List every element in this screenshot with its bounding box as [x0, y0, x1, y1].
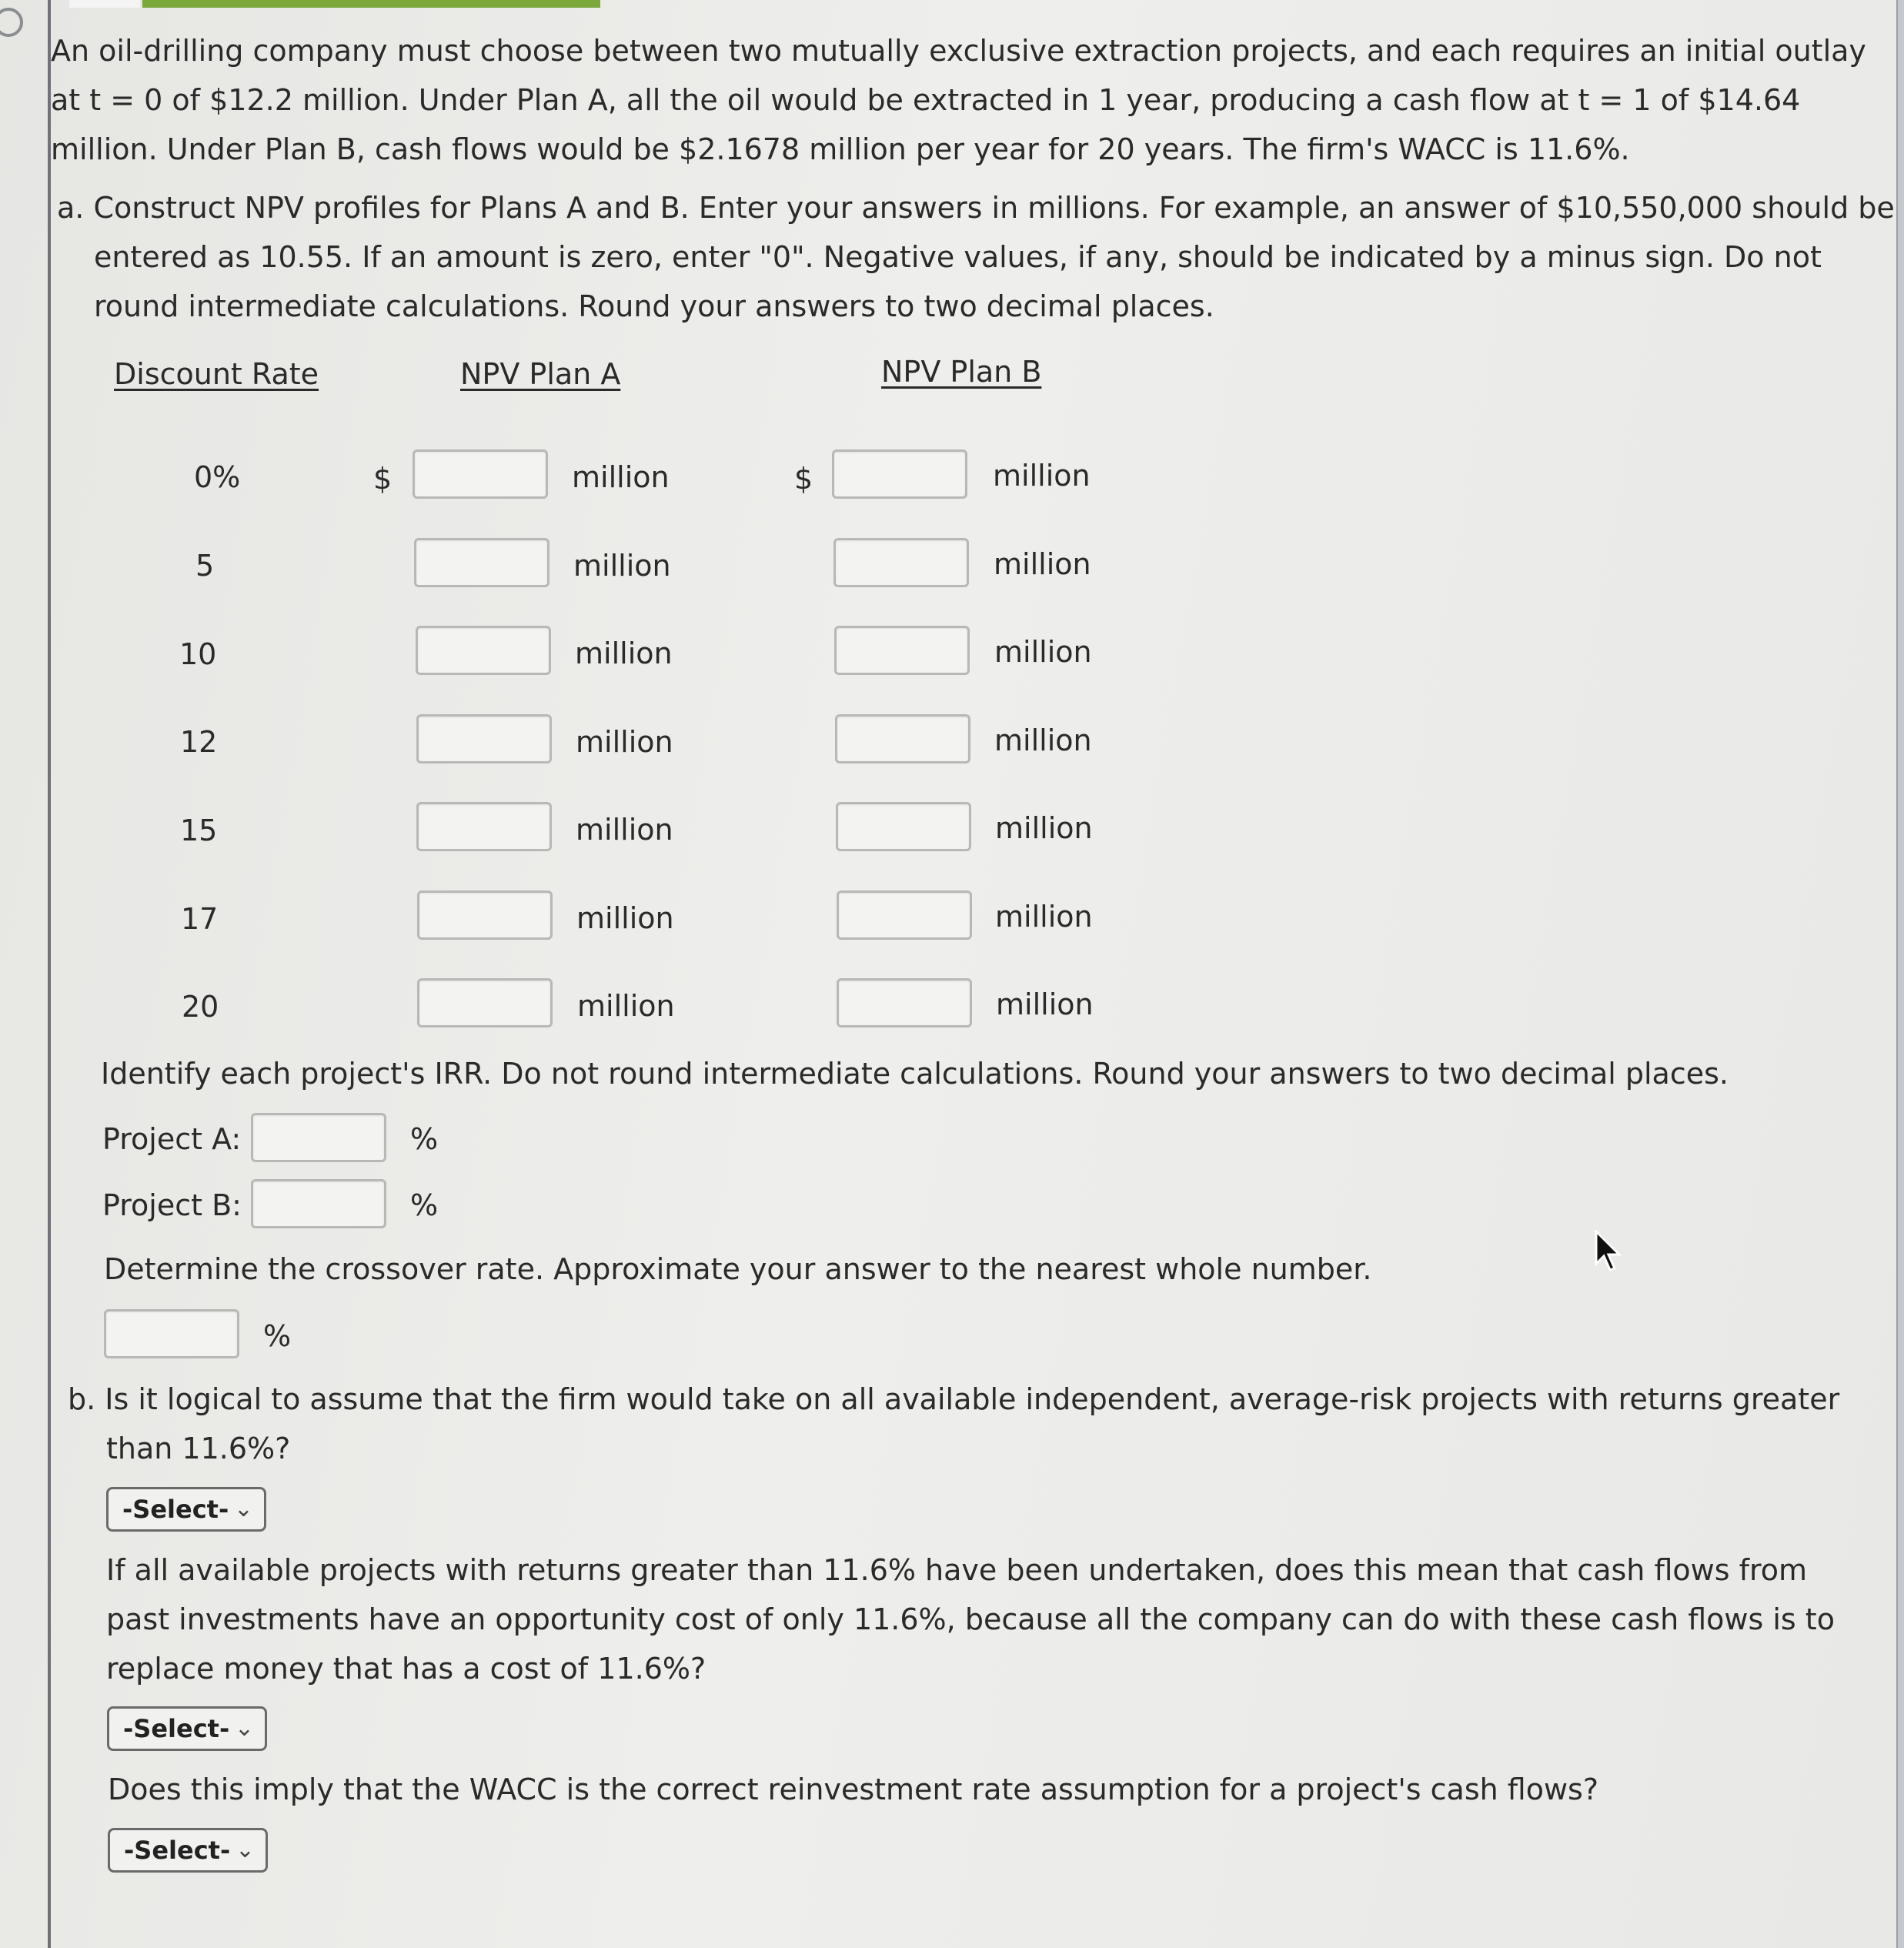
- select-dropdown-1[interactable]: [106, 1487, 266, 1532]
- npv-a-input-17[interactable]: [417, 890, 553, 940]
- chevron-down-icon: ⌄: [234, 1715, 254, 1742]
- rate-label: 10: [179, 637, 217, 671]
- rate-label: 20: [182, 990, 219, 1024]
- npv-a-input-0[interactable]: [413, 449, 548, 499]
- header-npv-plan-a: NPV Plan A: [460, 357, 621, 391]
- percent-label: %: [410, 1122, 439, 1156]
- rate-label: 15: [180, 814, 218, 847]
- top-tab-bar: [69, 0, 140, 8]
- unit-label: million: [995, 811, 1093, 845]
- part-b-question-1: b. Is it logical to assume that the firm would take on all available independent, average-risk projects with returns greater than 11.6%?: [68, 1382, 1840, 1465]
- npv-b-input-17[interactable]: [837, 890, 972, 940]
- percent-label: %: [263, 1319, 292, 1353]
- npv-b-input-0[interactable]: [832, 449, 967, 499]
- progress-bar: [142, 0, 600, 8]
- irr-prompt: Identify each project's IRR. Do not round intermediate calculations. Round your answers to two decimal places.: [101, 1057, 1729, 1091]
- npv-b-input-20[interactable]: [837, 978, 972, 1027]
- select-label: -Select-: [122, 1495, 229, 1524]
- left-border: [48, 0, 51, 1948]
- crossover-input[interactable]: [104, 1309, 239, 1358]
- npv-a-input-5[interactable]: [414, 538, 549, 587]
- unit-label: million: [994, 635, 1092, 669]
- currency-symbol: $: [373, 462, 392, 496]
- unit-label: million: [577, 989, 675, 1023]
- rate-label: 12: [180, 725, 218, 759]
- unit-label: million: [995, 900, 1093, 934]
- irr-project-b-input[interactable]: [251, 1179, 386, 1228]
- currency-symbol: $: [794, 462, 813, 496]
- select-label: -Select-: [124, 1836, 231, 1865]
- percent-label: %: [410, 1188, 439, 1222]
- rate-label: 0%: [194, 460, 241, 494]
- irr-project-a-input[interactable]: [251, 1113, 386, 1162]
- chevron-down-icon: ⌄: [233, 1495, 253, 1522]
- unit-label: million: [576, 901, 674, 935]
- mouse-cursor-icon: [1595, 1230, 1625, 1273]
- crossover-prompt: Determine the crossover rate. Approximate your answer to the nearest whole number.: [104, 1252, 1372, 1286]
- project-b-label: Project B:: [102, 1188, 242, 1222]
- question-intro: An oil-drilling company must choose between two mutually exclusive extraction projects, and each requires an initial outlay at t = 0 of $12.2 million. Under Plan A, all the oil would be extracted in 1 year, producing a cash flow at t = 1 of $14.64 million. Under Plan B, cash flows would be $2.1678 million per year for 20 years. The firm's WACC is 11.6%.: [51, 34, 1866, 166]
- header-discount-rate: Discount Rate: [114, 357, 319, 391]
- npv-b-input-15[interactable]: [836, 802, 971, 851]
- select-label: -Select-: [123, 1714, 230, 1743]
- chevron-down-icon: ⌄: [235, 1836, 255, 1863]
- rate-label: 17: [181, 902, 219, 936]
- unit-label: million: [993, 459, 1091, 493]
- unit-label: million: [576, 725, 673, 759]
- npv-b-input-5[interactable]: [833, 538, 969, 587]
- npv-a-input-20[interactable]: [417, 978, 553, 1027]
- circle-icon: [0, 8, 23, 37]
- unit-label: million: [572, 460, 670, 494]
- select-dropdown-2[interactable]: [107, 1706, 267, 1751]
- unit-label: million: [573, 549, 671, 583]
- npv-a-input-12[interactable]: [416, 714, 552, 763]
- npv-a-input-15[interactable]: [416, 802, 552, 851]
- npv-b-input-12[interactable]: [835, 714, 970, 763]
- unit-label: million: [576, 813, 673, 847]
- unit-label: million: [994, 547, 1091, 581]
- unit-label: million: [996, 987, 1094, 1021]
- unit-label: million: [575, 637, 673, 670]
- header-npv-plan-b: NPV Plan B: [881, 355, 1042, 389]
- npv-b-input-10[interactable]: [834, 626, 970, 675]
- npv-a-input-10[interactable]: [416, 626, 551, 675]
- select-dropdown-3[interactable]: [108, 1828, 268, 1873]
- part-b-question-3: Does this imply that the WACC is the correct reinvestment rate assumption for a project's cash flows?: [108, 1773, 1599, 1806]
- project-a-label: Project A:: [102, 1122, 242, 1156]
- rate-label: 5: [195, 549, 215, 583]
- part-a-instructions: a. Construct NPV profiles for Plans A and B. Enter your answers in millions. For example, an answer of $10,550,000 should be entered as 10.55. If an amount is zero, enter "0". Negative values, if any, should be indicated by a minus sign. Do not round intermediate calculations. Round your answers to two decimal places.: [57, 191, 1895, 323]
- unit-label: million: [994, 723, 1092, 757]
- part-b-question-2: If all available projects with returns greater than 11.6% have been undertaken, does this mean that cash flows from past investments have an opportunity cost of only 11.6%, because all the company can do with these cash flows is to replace money that has a cost of 11.6%?: [106, 1553, 1835, 1686]
